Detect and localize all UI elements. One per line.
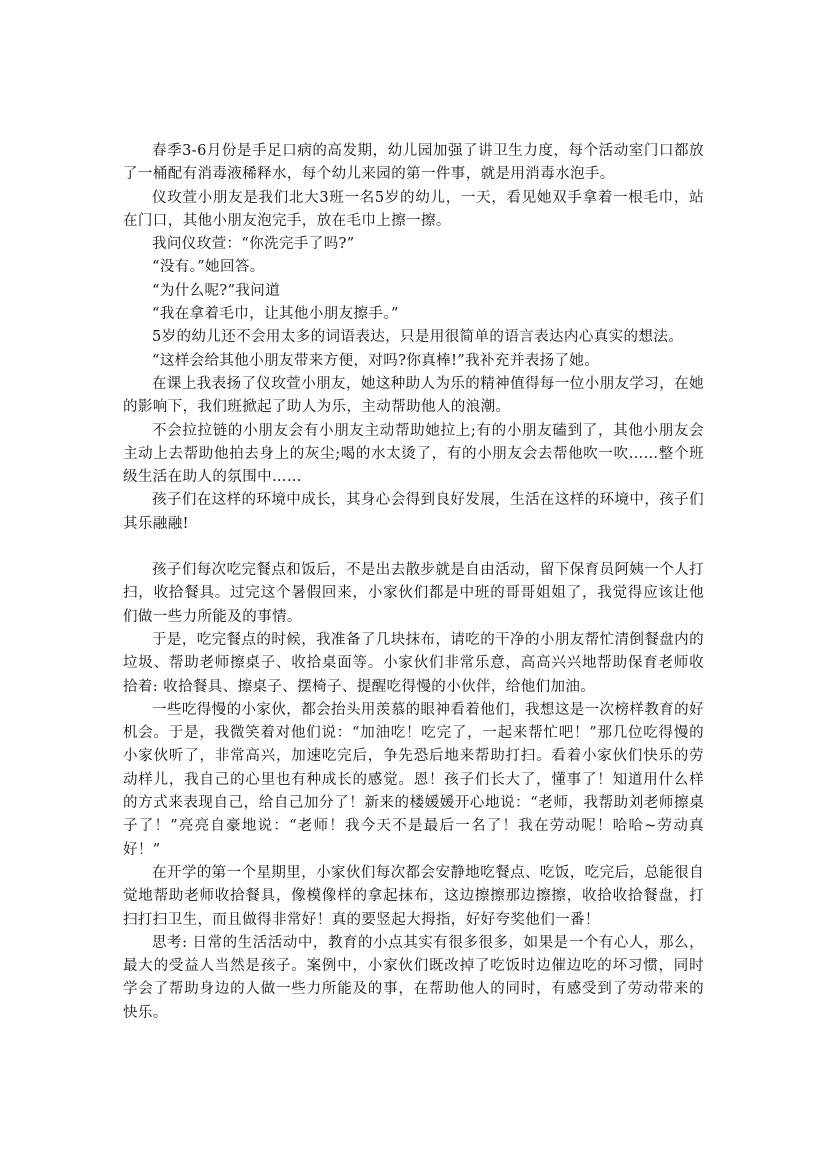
paragraph: 于是，吃完餐点的时候，我准备了几块抹布，请吃的干净的小朋友帮忙清倒餐盘内的垃圾、帮助老师擦桌子、收拾桌面等。小家伙们非常乐意，高高兴兴地帮助保育老师收拾着: 收拾餐具、擦桌子、摆椅子、提醒吃得慢的小伙伴，给他们加油。: [123, 631, 704, 695]
paragraph: 仪玫萱小朋友是我们北大3班一名5岁的幼儿，一天，看见她双手拿着一根毛巾，站在门口，其他小朋友泡完手，放在毛巾上擦一擦。: [123, 189, 704, 229]
paragraph: 一些吃得慢的小家伙，都会抬头用羡慕的眼神看着他们，我想这是一次榜样教育的好机会。于是，我微笑着对他们说：“加油吃！吃完了，一起来帮忙吧！”那几位吃得慢的小家伙听了，非常高兴，加速吃完后，争先恐后地来帮助打扫。看着小家伙们快乐的劳动样儿，我自己的心里也有种成长的感觉。恩！孩子们长大了，懂事了！知道用什么样的方式来表现自己，给自己加分了！新来的楼媛媛开心地说：“老师，我帮助刘老师擦桌子了！”亮亮自豪地说：“老师！我今天不是最后一名了！我在劳动呢！哈哈~劳动真好！”: [123, 701, 704, 858]
paragraph: 思考: 日常的生活活动中，教育的小点其实有很多很多，如果是一个有心人，那么，最大的受益人当然是孩子。案例中，小家伙们既改掉了吃饭时边催边吃的坏习惯，同时学会了帮助身边的人做一些力所能及的事，在帮助他人的同时，有感受到了劳动带来的快乐。: [123, 934, 704, 1021]
paragraph: 孩子们每次吃完餐点和饭后，不是出去散步就是自由活动，留下保育员阿姨一个人打扫，收拾餐具。过完这个暑假回来，小家伙们都是中班的哥哥姐姐了，我觉得应该让他们做一些力所能及的事情。: [123, 562, 704, 625]
paragraph: 春季3-6月份是手足口病的高发期，幼儿园加强了讲卫生力度，每个活动室门口都放了一桶配有消毒液稀释水，每个幼儿来园的第一件事，就是用消毒水泡手。: [123, 143, 704, 183]
paragraph: 不会拉拉链的小朋友会有小朋友主动帮助她拉上;有的小朋友磕到了，其他小朋友会主动上去帮助他拍去身上的灰尘;喝的水太烫了，有的小朋友会去帮他吹一吹……整个班级生活在助人的氛围中……: [123, 422, 704, 486]
section-labor: [123, 559, 704, 1025]
paragraph: “为什么呢?”我问道: [152, 282, 281, 299]
paragraph: 孩子们在这样的环境中成长，其身心会得到良好发展，生活在这样的环境中，孩子们其乐融融!: [123, 492, 704, 532]
paragraph: 我问仪玫萱：“你洗完手了吗?”: [152, 236, 355, 253]
paragraph: “我在拿着毛巾，让其他小朋友擦手。”: [152, 306, 399, 323]
section-hand-washing: [123, 140, 704, 536]
paragraph: 在开学的第一个星期里，小家伙们每次都会安静地吃餐点、吃饭，吃完后，总能很自觉地帮助老师收拾餐具，像模像样的拿起抹布，这边擦擦那边擦擦，收拾收拾餐盘，打扫打扫卫生，而且做得非常好！真的要竖起大拇指，好好夸奖他们一番！: [123, 864, 704, 928]
document-body: [123, 140, 704, 1025]
paragraph: 5岁的幼儿还不会用太多的词语表达，只是用很简单的语言表达内心真实的想法。: [152, 329, 684, 346]
paragraph: “这样会给其他小朋友带来方便，对吗?你真棒!”我补充并表扬了她。: [152, 352, 600, 369]
paragraph: 在课上我表扬了仪玫萱小朋友，她这种助人为乐的精神值得每一位小朋友学习，在她的影响下，我们班掀起了助人为乐，主动帮助他人的浪潮。: [123, 375, 704, 416]
paragraph: “没有。”她回答。: [152, 259, 265, 276]
section-spacer: [123, 536, 704, 559]
